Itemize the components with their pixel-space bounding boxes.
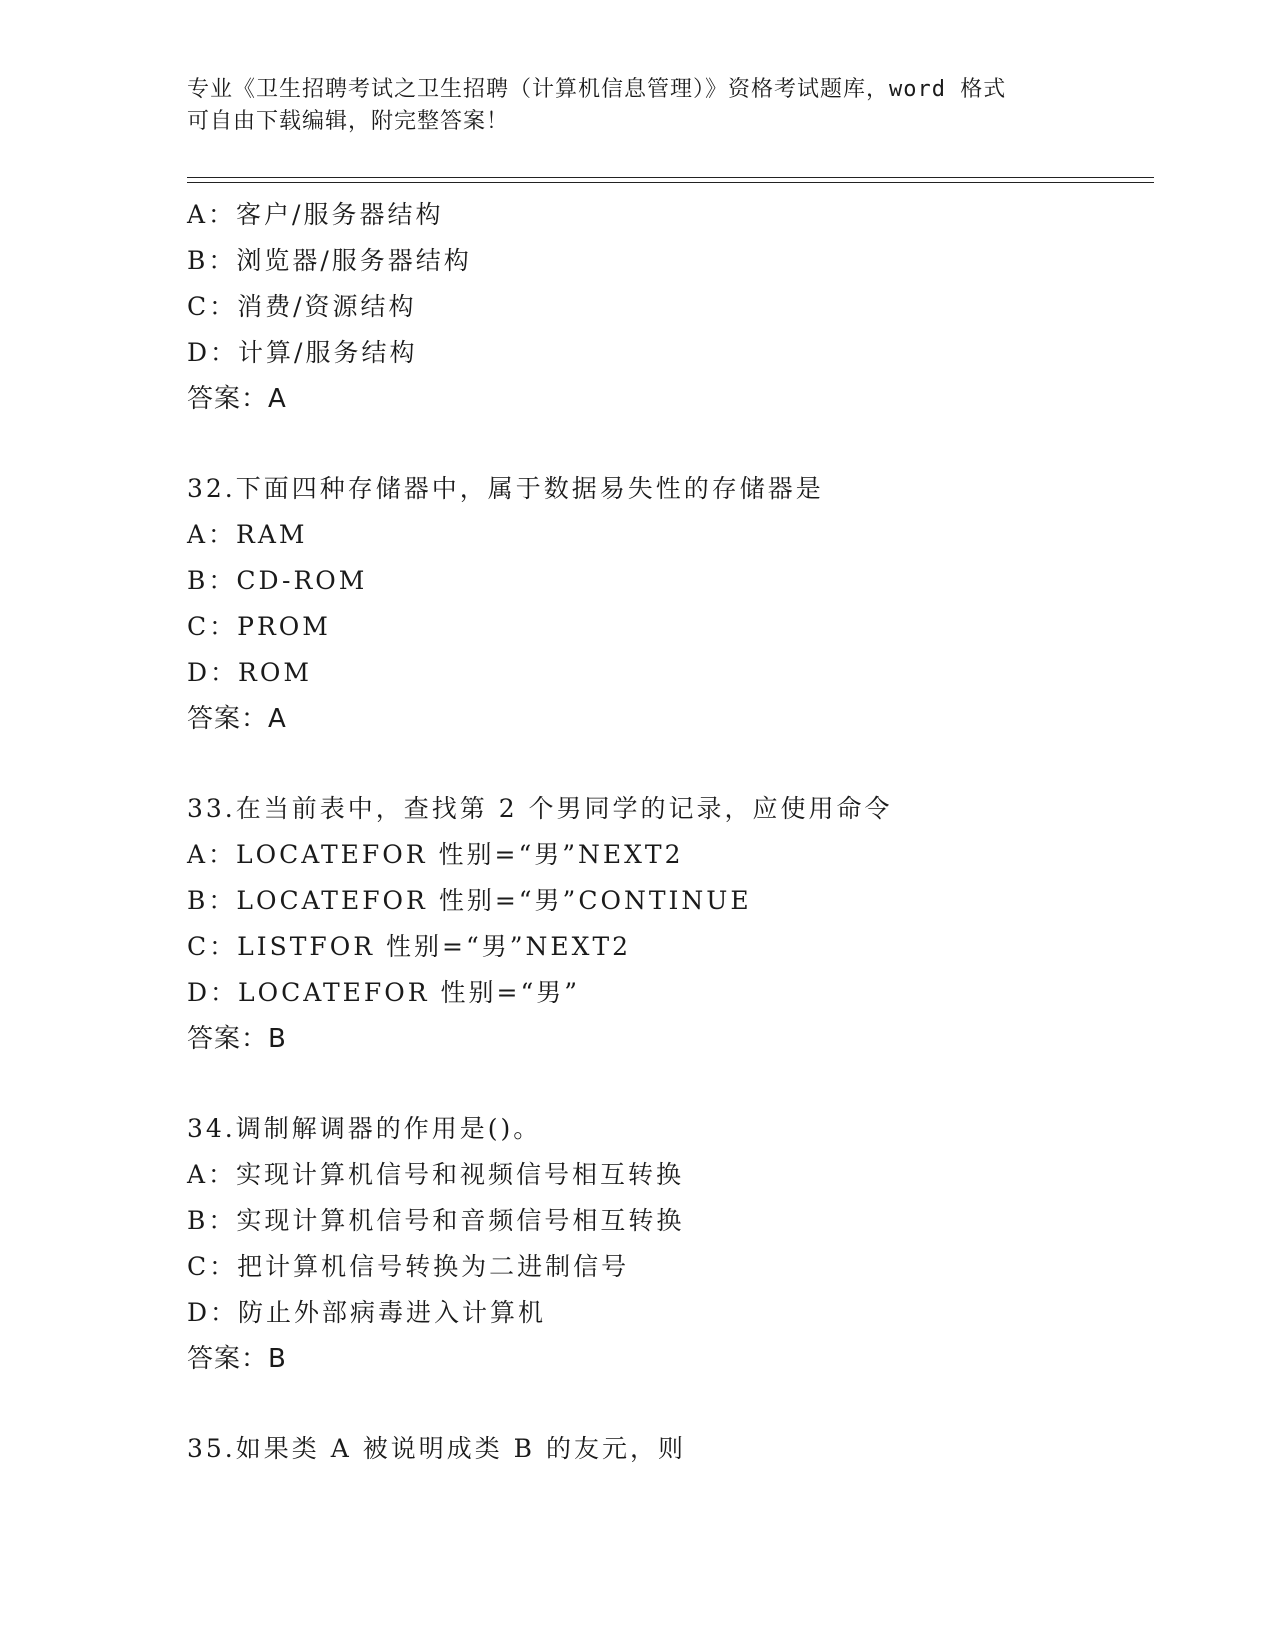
question-text: 34.调制解调器的作用是()。 [187, 1114, 542, 1143]
header-divider-bottom [187, 182, 1154, 183]
question-block [187, 466, 1154, 742]
question-list [187, 192, 1154, 1472]
question-block [187, 1426, 1154, 1472]
answer-line: 答案：B [187, 1024, 287, 1054]
question-text: 35.如果类 A 被说明成类 B 的友元，则 [187, 1434, 686, 1463]
option-b: B：LOCATEFOR 性别=“男”CONTINUE [187, 886, 752, 915]
option-d: D：防止外部病毒进入计算机 [187, 1298, 547, 1327]
document-header [187, 74, 1087, 138]
question-block [187, 1106, 1154, 1382]
option-d: D：ROM [187, 658, 312, 687]
answer-line: 答案：A [187, 704, 287, 734]
option-b: B：CD-ROM [187, 566, 368, 595]
option-c: C：LISTFOR 性别=“男”NEXT2 [187, 932, 632, 961]
header-divider-top [187, 177, 1154, 178]
option-d: D：计算/服务结构 [187, 338, 418, 367]
option-b: B：实现计算机信号和音频信号相互转换 [187, 1206, 685, 1235]
question-block [187, 786, 1154, 1062]
option-c: C：PROM [187, 612, 331, 641]
option-b: B：浏览器/服务器结构 [187, 246, 472, 275]
answer-line: 答案：B [187, 1344, 287, 1374]
option-a: A：客户/服务器结构 [187, 200, 444, 229]
option-d: D：LOCATEFOR 性别=“男” [187, 978, 581, 1007]
answer-line: 答案：A [187, 384, 287, 414]
option-a: A：实现计算机信号和视频信号相互转换 [187, 1160, 685, 1189]
question-text: 32.下面四种存储器中，属于数据易失性的存储器是 [187, 474, 824, 503]
option-a: A：RAM [187, 520, 308, 549]
header-line-1: 专业《卫生招聘考试之卫生招聘（计算机信息管理）》资格考试题库，word 格式 [187, 77, 1007, 102]
option-a: A：LOCATEFOR 性别=“男”NEXT2 [187, 840, 684, 869]
question-block [187, 192, 1154, 422]
option-c: C：消费/资源结构 [187, 292, 417, 321]
question-text: 33.在当前表中，查找第 2 个男同学的记录，应使用命令 [187, 794, 893, 823]
option-c: C：把计算机信号转换为二进制信号 [187, 1252, 630, 1281]
header-line-2: 可自由下载编辑，附完整答案！ [187, 109, 510, 134]
